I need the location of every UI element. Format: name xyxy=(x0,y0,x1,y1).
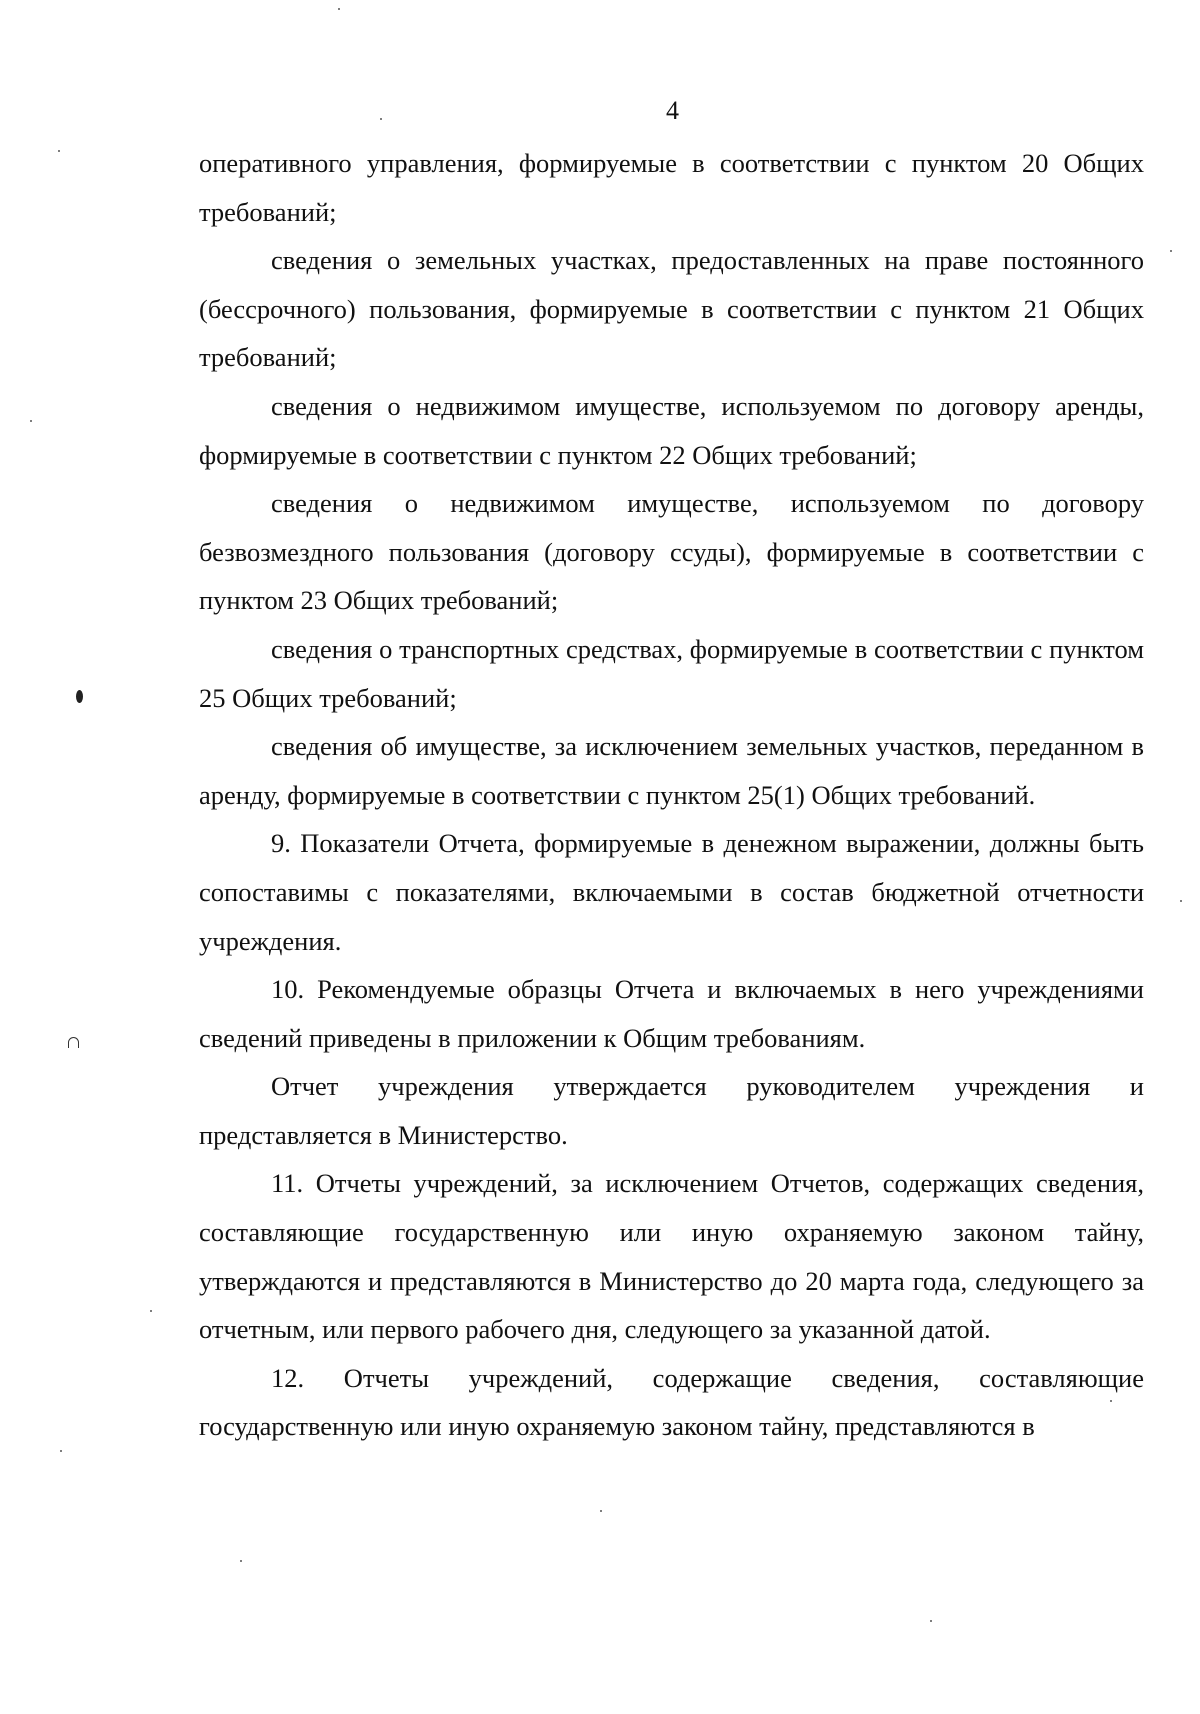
paragraph-continuation: оперативного управления, формируемые в соответствии с пунктом 20 Общих требований; xyxy=(199,148,1144,227)
paragraph-lease-property: сведения о недвижимом имуществе, используемом по договору аренды, формируемые в соответствии с пунктом 22 Общих требований; xyxy=(199,390,1144,470)
document-body xyxy=(199,139,1144,1451)
scan-speck xyxy=(150,1310,152,1312)
scan-speck xyxy=(60,1450,62,1452)
scan-speck xyxy=(338,8,340,10)
paragraph-item-10: 10. Рекомендуемые образцы Отчета и включаемых в него учреждениями сведений приведены в приложении к Общим требованиям. xyxy=(199,974,1144,1053)
scan-speck xyxy=(1110,1400,1112,1402)
scan-dot-mark xyxy=(76,690,83,703)
scan-speck xyxy=(930,1620,932,1622)
page-number: 4 xyxy=(666,96,679,125)
paragraph-item-9: 9. Показатели Отчета, формируемые в денежном выражении, должны быть сопоставимы с показателями, включаемыми в состав бюджетной отчетности учреждения. xyxy=(199,828,1144,956)
scan-speck xyxy=(1170,250,1172,252)
scan-speck xyxy=(600,1510,602,1512)
paragraph-free-use-property: сведения о недвижимом имуществе, используемом по договору безвозмездного пользования (договору ссуды), формируемые в соответствии с пунктом 23 Общих требований; xyxy=(199,488,1144,616)
scan-arc-mark xyxy=(68,1037,79,1048)
paragraph-item-11: 11. Отчеты учреждений, за исключением Отчетов, содержащих сведения, составляющие государственную или иную охраняемую законом тайну, утверждаются и представляются в Министерство до 20 марта года, следующего за отчетным, или первого рабочего дня, следующего за указанной датой. xyxy=(199,1168,1144,1345)
scan-speck xyxy=(30,420,32,422)
scan-speck xyxy=(58,150,60,152)
paragraph-land-plots: сведения о земельных участках, предоставленных на праве постоянного (бессрочного) пользования, формируемые в соответствии с пунктом 21 Общих требований; xyxy=(199,245,1144,373)
scan-speck xyxy=(240,1560,242,1562)
scan-speck xyxy=(380,118,382,120)
paragraph-vehicles: сведения о транспортных средствах, формируемые в соответствии с пунктом 25 Общих требований; xyxy=(199,633,1144,713)
scan-speck xyxy=(1180,900,1182,902)
paragraph-leased-out-property: сведения об имуществе, за исключением земельных участков, переданном в аренду, формируемые в соответствии с пунктом 25(1) Общих требований. xyxy=(199,731,1144,810)
paragraph-report-approval: Отчет учреждения утверждается руководителем учреждения и представляется в Министерство. xyxy=(199,1071,1144,1150)
paragraph-item-12: 12. Отчеты учреждений, содержащие сведения, составляющие государственную или иную охраняемую законом тайну, представляются в xyxy=(199,1362,1144,1442)
